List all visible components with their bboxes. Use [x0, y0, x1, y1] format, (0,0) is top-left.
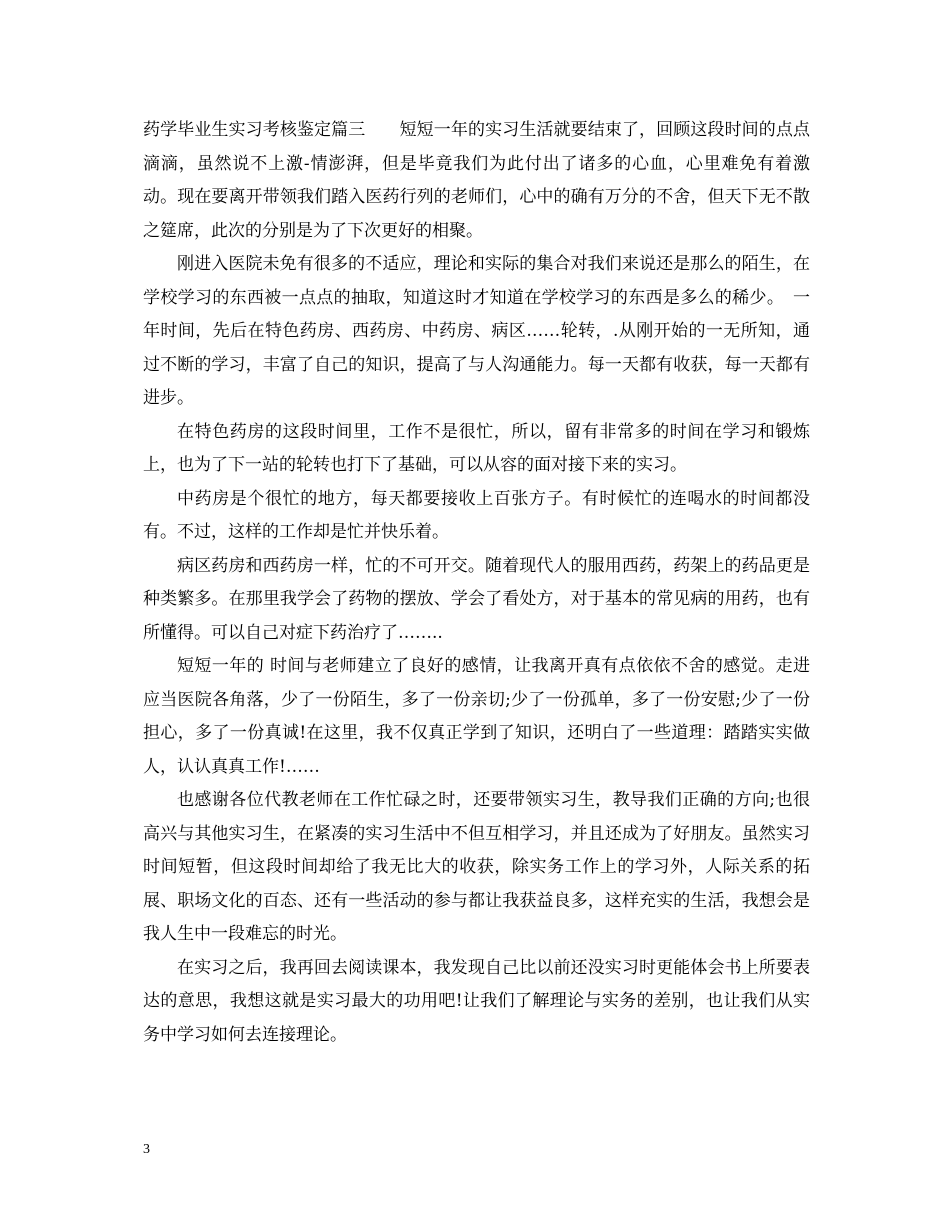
paragraph: 也感谢各位代教老师在工作忙碌之时，还要带领实习生，教导我们正确的方向;也很高兴与其他实习生，在紧凑的实习生活中不但互相学习，并且还成为了好朋友。虽然实习时间短暂，但这段时间却给了我无比大的收获，除实务工作上的学习外，人际关系的拓展、职场文化的百态、还有一些活动的参与都让我获益良多，这样充实的生活，我想会是我人生中一段难忘的时光。 — [143, 790, 810, 944]
paragraph: 短短一年的 时间与老师建立了良好的感情，让我离开真有点依依不舍的感觉。走进应当医院各角落，少了一份陌生，多了一份亲切;少了一份孤单，多了一份安慰;少了一份担心，多了一份真诚!在这里，我不仅真正学到了知识，还明白了一些道理：踏踏实实做人，认认真真工作!…… — [143, 656, 810, 777]
paragraph-title-intro: 药学毕业生实习考核鉴定篇三 短短一年的实习生活就要结束了，回顾这段时间的点点滴滴，虽然说不上激-情澎湃，但是毕竟我们为此付出了诸多的心血，心里难免有着激动。现在要离开带领我们踏入医药行列的老师们，心中的确有万分的不舍，但天下无不散之筵席，此次的分别是为了下次更好的相聚。 — [143, 120, 810, 241]
paragraph: 病区药房和西药房一样，忙的不可开交。随着现代人的服用西药，药架上的药品更是种类繁多。在那里我学会了药物的摆放、学会了看处方，对于基本的常见病的用药，也有所懂得。可以自己对症下药治疗了…….. — [143, 555, 810, 643]
document-body — [143, 114, 810, 1052]
paragraph: 中药房是个很忙的地方，每天都要接收上百张方子。有时候忙的连喝水的时间都没有。不过，这样的工作却是忙并快乐着。 — [143, 488, 810, 542]
paragraph: 在特色药房的这段时间里，工作不是很忙，所以，留有非常多的时间在学习和锻炼上，也为了下一站的轮转也打下了基础，可以从容的面对接下来的实习。 — [143, 421, 810, 475]
paragraph: 刚进入医院未免有很多的不适应，理论和实际的集合对我们来说还是那么的陌生，在学校学习的东西被一点点的抽取，知道这时才知道在学校学习的东西是多么的稀少。 一年时间，先后在特色药房、西药房、中药房、病区……轮转，.从刚开始的一无所知，通过不断的学习，丰富了自己的知识，提高了与人沟通能力。每一天都有收获，每一天都有进步。 — [143, 254, 810, 408]
paragraph: 在实习之后，我再回去阅读课本，我发现自己比以前还没实习时更能体会书上所要表达的意思，我想这就是实习最大的功用吧!让我们了解理论与实务的差别，也让我们从实务中学习如何去连接理论。 — [143, 957, 810, 1045]
page-number: 3 — [143, 1142, 150, 1157]
